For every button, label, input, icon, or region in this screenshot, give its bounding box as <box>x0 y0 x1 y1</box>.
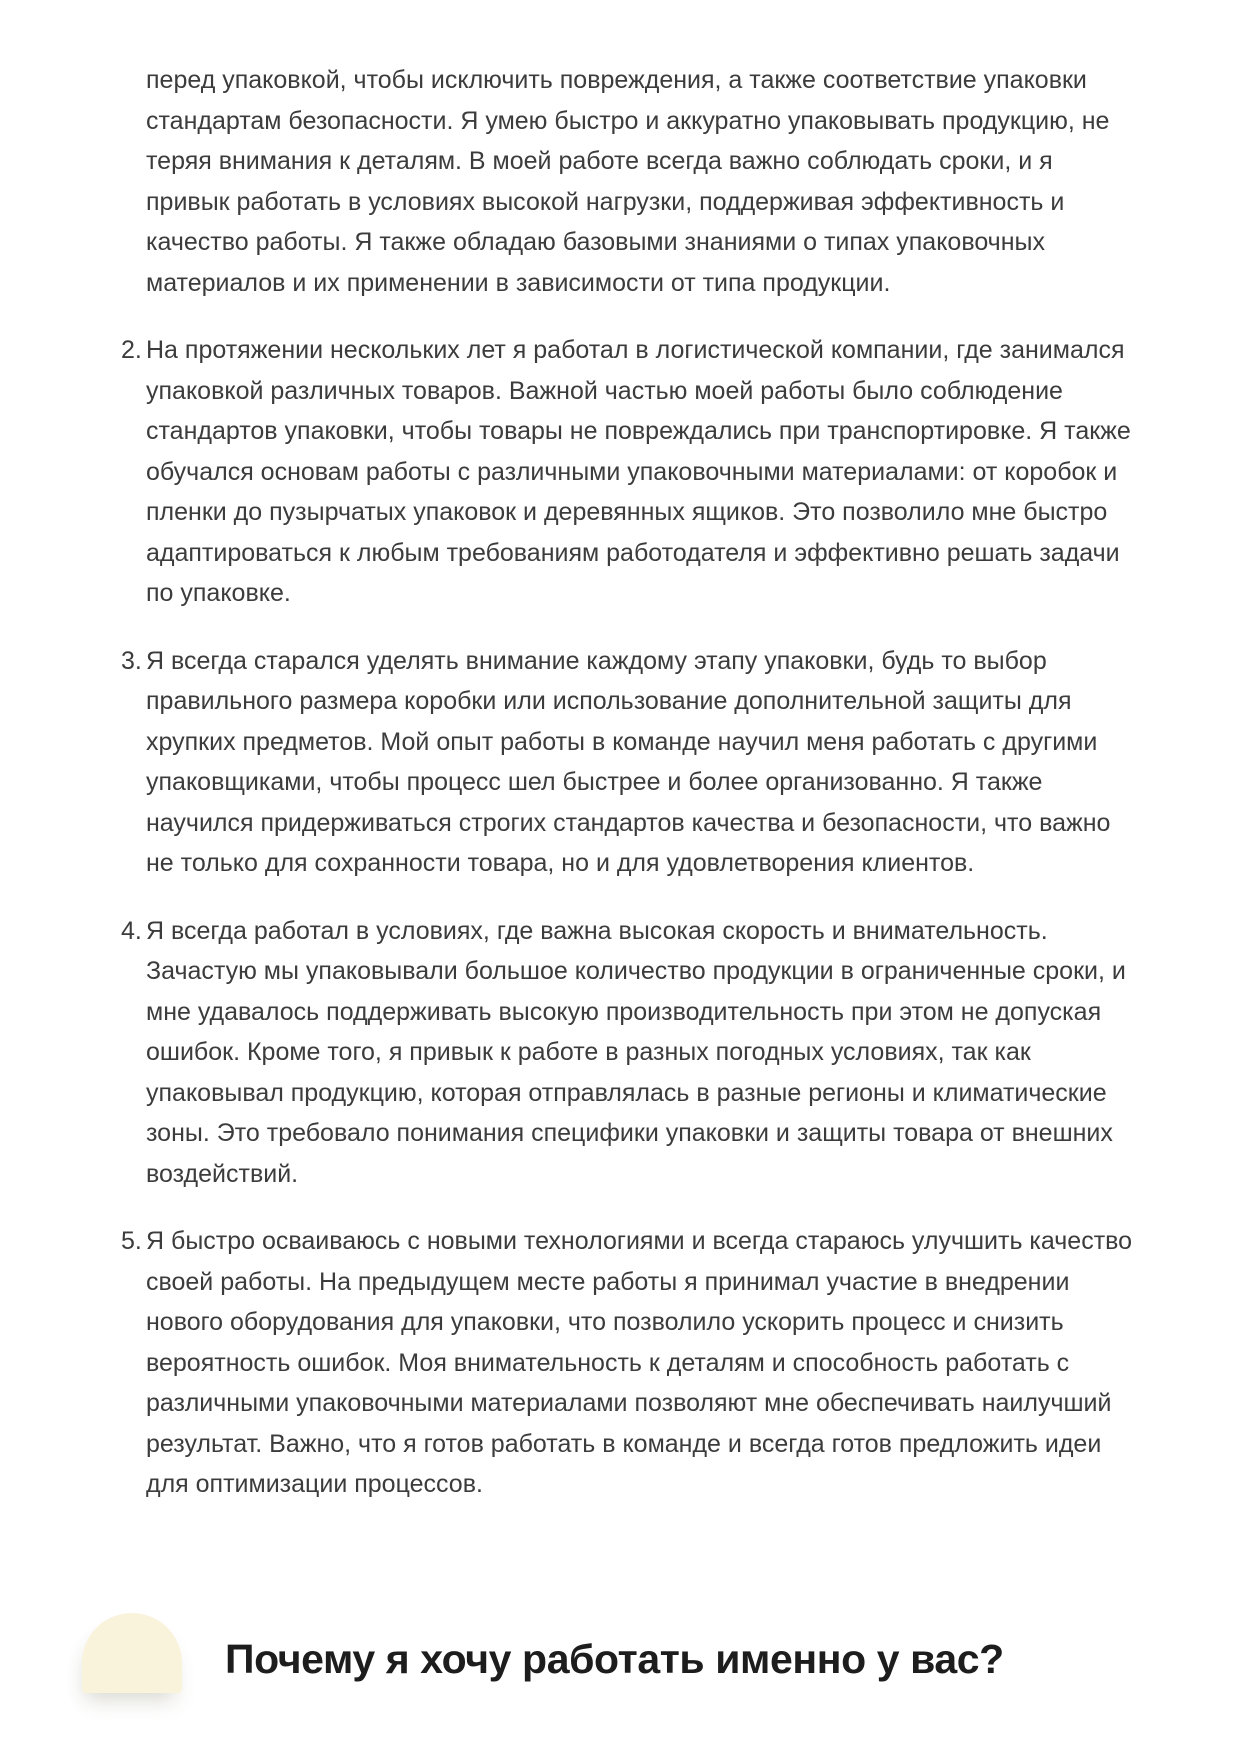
item-number: 2. <box>121 336 142 364</box>
item-text: Я быстро осваиваюсь с новыми технологиями и всегда стараюсь улучшить качество своей работы. На предыдущем месте работы я принимал участие в внедрении нового оборудования для упаковки, что позволило ускорить процесс и снизить вероятность ошибок. Моя внимательность к деталям и способность работать с различными упаковочными материалами позволяют мне обеспечивать наилучший результат. Важно, что я готов работать в команде и всегда готов предложить идеи для оптимизации процессов. <box>146 1227 1133 1498</box>
list-item <box>121 911 1135 1195</box>
item-number: 5. <box>121 1227 142 1255</box>
item-number: 4. <box>121 916 142 945</box>
numbered-list <box>121 330 1135 1505</box>
item-number: 3. <box>121 646 142 675</box>
section-heading: Почему я хочу работать именно у вас? <box>225 1636 1004 1682</box>
decorative-dome-shape <box>82 1613 182 1693</box>
item-text: Я всегда старался уделять внимание каждому этапу упаковки, будь то выбор правильного размера коробки или использование дополнительной защиты для хрупких предметов. Мой опыт работы в команде научил меня работать с другими упаковщиками, чтобы процесс шел быстрее и более организованно. Я также научился придерживаться строгих стандартов качества и безопасности, что важно не только для сохранности товара, но и для удовлетворения клиентов. <box>146 646 1111 877</box>
list-item <box>121 330 1135 614</box>
list-item <box>121 1221 1135 1505</box>
item-text: На протяжении нескольких лет я работал в логистической компании, где занимался упаковкой различных товаров. Важной частью моей работы было соблюдение стандартов упаковки, чтобы товары не повреждались при транспортировке. Я также обучался основам работы с различными упаковочными материалами: от коробок и пленки до пузырчатых упаковок и деревянных ящиков. Это позволило мне быстро адаптироваться к любым требованиям работодателя и эффективно решать задачи по упаковке. <box>146 336 1131 607</box>
list-item <box>121 641 1135 884</box>
lead-paragraph: перед упаковкой, чтобы исключить повреждения, а также соответствие упаковки стандартам безопасности. Я умею быстро и аккуратно упаковывать продукцию, не теряя внимания к деталям. В моей работе всегда важно соблюдать сроки, и я привык работать в условиях высокой нагрузки, поддерживая эффективность и качество работы. Я также обладаю базовыми знаниями о типах упаковочных материалов и их применении в зависимости от типа продукции. <box>146 66 1110 297</box>
item-text: Я всегда работал в условиях, где важна высокая скорость и внимательность. Зачастую мы упаковывали большое количество продукции в ограниченные сроки, и мне удавалось поддерживать высокую производительность при этом не допуская ошибок. Кроме того, я привык к работе в разных погодных условиях, так как упаковывал продукцию, которая отправлялась в разные регионы и климатические зоны. Это требовало понимания специфики упаковки и защиты товара от внешних воздействий. <box>146 916 1126 1188</box>
